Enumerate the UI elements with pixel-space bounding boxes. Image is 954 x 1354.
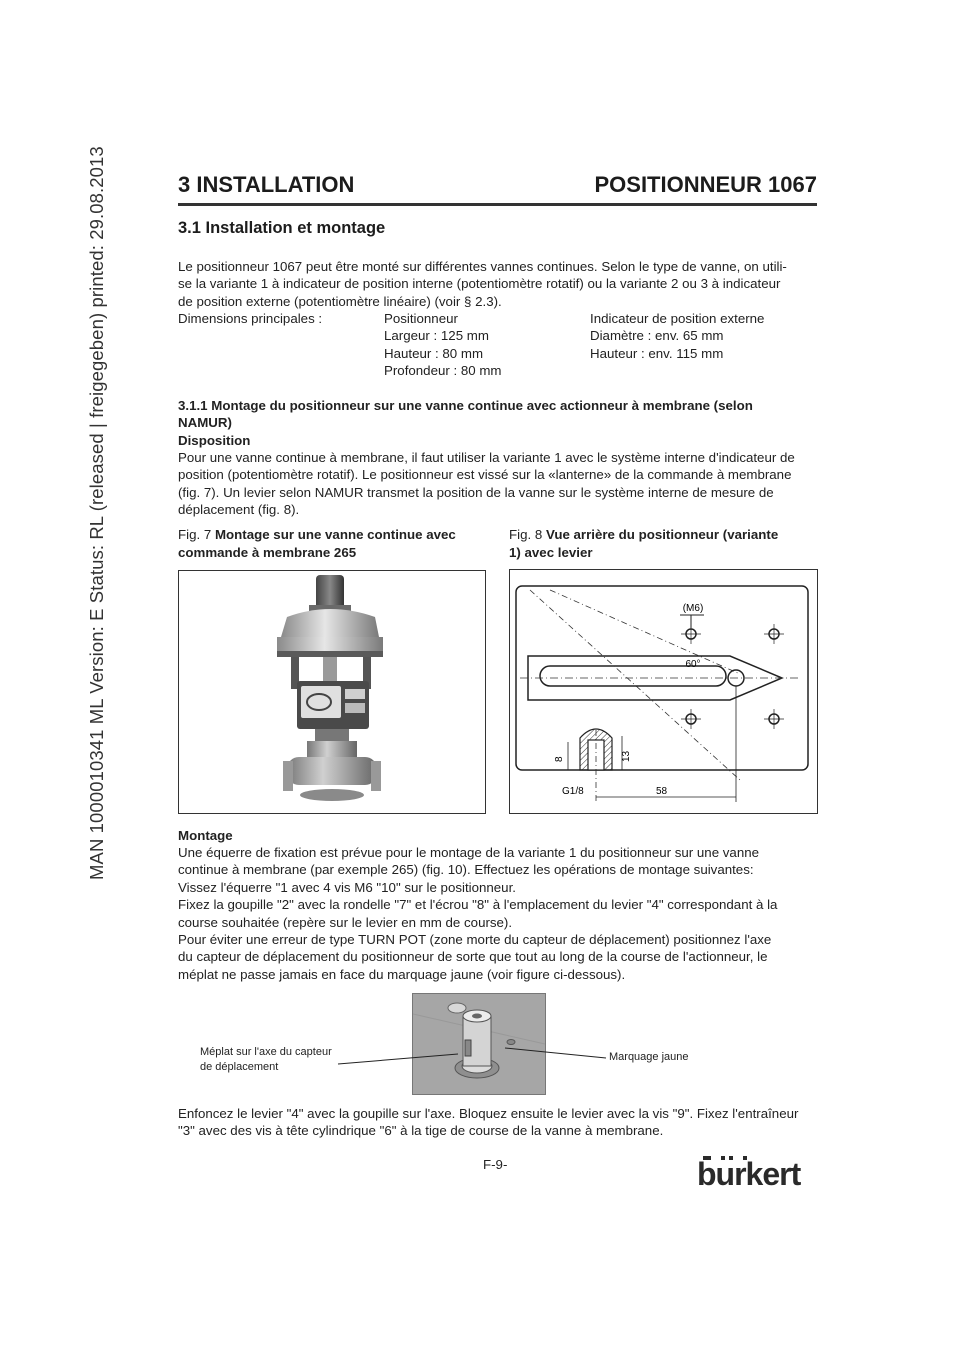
dimension-item: Hauteur : env. 115 mm — [590, 345, 724, 361]
subsection-title-line: 3.1.1 Montage du positionneur sur une vanne continue avec actionneur à membrane (selon — [178, 398, 753, 413]
intro-line: Le positionneur 1067 peut être monté sur différentes vannes continues. Selon le type de vanne, on utili- — [178, 259, 787, 274]
dimension-13: 13 — [621, 750, 632, 762]
flat-label — [200, 1045, 332, 1075]
intro-line: se la variante 1 à indicateur de position interne (potentiomètre rotatif) ou la variante 2 ou 3 à indicateur — [178, 276, 781, 292]
final-line: "3" avec des vis à tête cylindrique "6" à la tige de course de la vanne à membrane. — [178, 1123, 664, 1139]
dimension-item: Positionneur — [384, 311, 458, 326]
valve-actuator-illustration — [179, 571, 485, 813]
section-title: 3.1 Installation et montage — [178, 219, 386, 237]
fig7-title: Montage sur une vanne continue avec — [214, 527, 456, 542]
montage-line: continue à membrane (par exemple 265) (fig. 10). Effectuez les opérations de montage suivantes: — [178, 862, 754, 878]
montage-line: méplat ne passe jamais en face du marquage jaune (voir figure ci-dessous). — [178, 966, 626, 982]
header-rule — [178, 203, 817, 206]
montage-line: Pour éviter une erreur de type TURN POT (zone morte du capteur de déplacement) positionnez l'axe — [178, 932, 772, 948]
disposition-line: déplacement (fig. 8). — [178, 502, 300, 518]
dimension-58: 58 — [656, 786, 668, 797]
disposition-line: (fig. 7). Un levier selon NAMUR transmet la position de la vanne sur le système interne de mesure de — [178, 484, 774, 500]
chapter-title: 3 INSTALLATION — [178, 172, 355, 197]
dimension-item: Indicateur de position externe — [590, 311, 765, 326]
flat-label-line: Méplat sur l'axe du capteur — [200, 1046, 332, 1058]
angle-label: 60° — [685, 659, 701, 670]
dimensions-positionneur — [384, 310, 502, 380]
dimension-8: 8 — [554, 756, 565, 762]
burkert-logo — [697, 1152, 817, 1192]
dimension-item: Largeur : 125 mm — [384, 328, 489, 344]
fig7-photo-frame — [178, 570, 486, 814]
dimension-item: Diamètre : env. 65 mm — [590, 328, 724, 344]
page-number: F-9- — [483, 1157, 508, 1172]
dimension-item: Hauteur : 80 mm — [384, 345, 484, 361]
montage-line: Vissez l'équerre "1 avec 4 vis M6 "10" sur le positionneur. — [178, 879, 516, 895]
yellow-mark-label: Marquage jaune — [609, 1051, 689, 1063]
subsection-title — [178, 397, 818, 432]
fig8-title: Vue arrière du positionneur (variante — [545, 527, 779, 542]
membrane-dome — [281, 609, 379, 637]
callout-lines — [330, 1030, 620, 1070]
fig8-drawing-frame — [509, 569, 818, 814]
dimension-item: Profondeur : 80 mm — [384, 363, 502, 379]
mounting-holes — [681, 624, 784, 729]
thread-label-g18: G1/8 — [562, 786, 584, 797]
dimensions-indicateur — [590, 310, 764, 362]
thread-label-m6: (M6) — [682, 603, 704, 614]
fig8-prefix: Fig. 8 — [509, 527, 546, 542]
product-title: POSITIONNEUR 1067 — [594, 172, 817, 197]
montage-line: Fixez la goupille "2" avec la rondelle "7" et l'écrou "8" à l'emplacement du levier "4" correspondant à la — [178, 897, 778, 913]
montage-paragraph — [178, 844, 818, 983]
montage-title: Montage — [178, 828, 233, 843]
fig7-prefix: Fig. 7 — [178, 527, 215, 542]
final-paragraph — [178, 1105, 823, 1140]
flat-label-line: de déplacement — [200, 1061, 279, 1073]
document-id-sidebar: MAN 1000010341 ML Version: E Status: RL (released | freigegeben) printed: 29.08.2013 — [86, 146, 107, 880]
disposition-paragraph — [178, 449, 818, 519]
final-line: Enfoncez le levier "4" avec la goupille sur l'axe. Bloquez ensuite le levier avec la vis "9". Fixez l'entraîneur — [178, 1106, 799, 1121]
dimensions-label: Dimensions principales : — [178, 311, 323, 326]
intro-paragraph — [178, 258, 818, 310]
lever-technical-drawing — [510, 570, 817, 813]
disposition-line: position (potentiomètre rotatif). Le positionneur est vissé sur la «lanterne» de la commande à membrane — [178, 467, 792, 483]
valve-body — [287, 757, 377, 785]
fig8-caption — [509, 526, 819, 562]
subsection-title-line: NAMUR) — [178, 415, 232, 431]
intro-line: de position externe (potentiomètre linéaire) (voir § 2.3). — [178, 293, 502, 309]
montage-line: du capteur de déplacement du positionneur de sorte que tout au long de la course de l'actionneur, le — [178, 949, 768, 965]
disposition-title: Disposition — [178, 433, 251, 448]
fig8-title: 1) avec levier — [509, 545, 593, 560]
montage-line: Une équerre de fixation est prévue pour le montage de la variante 1 du positionneur sur une vanne — [178, 845, 760, 860]
fig7-title: commande à membrane 265 — [178, 545, 357, 560]
disposition-line: Pour une vanne continue à membrane, il faut utiliser la variante 1 avec le système interne d'indicateur de — [178, 450, 795, 465]
montage-line: course souhaitée (repère sur le levier en mm de course). — [178, 914, 513, 930]
logo-text: burkert — [697, 1156, 801, 1192]
fig7-caption — [178, 526, 488, 562]
